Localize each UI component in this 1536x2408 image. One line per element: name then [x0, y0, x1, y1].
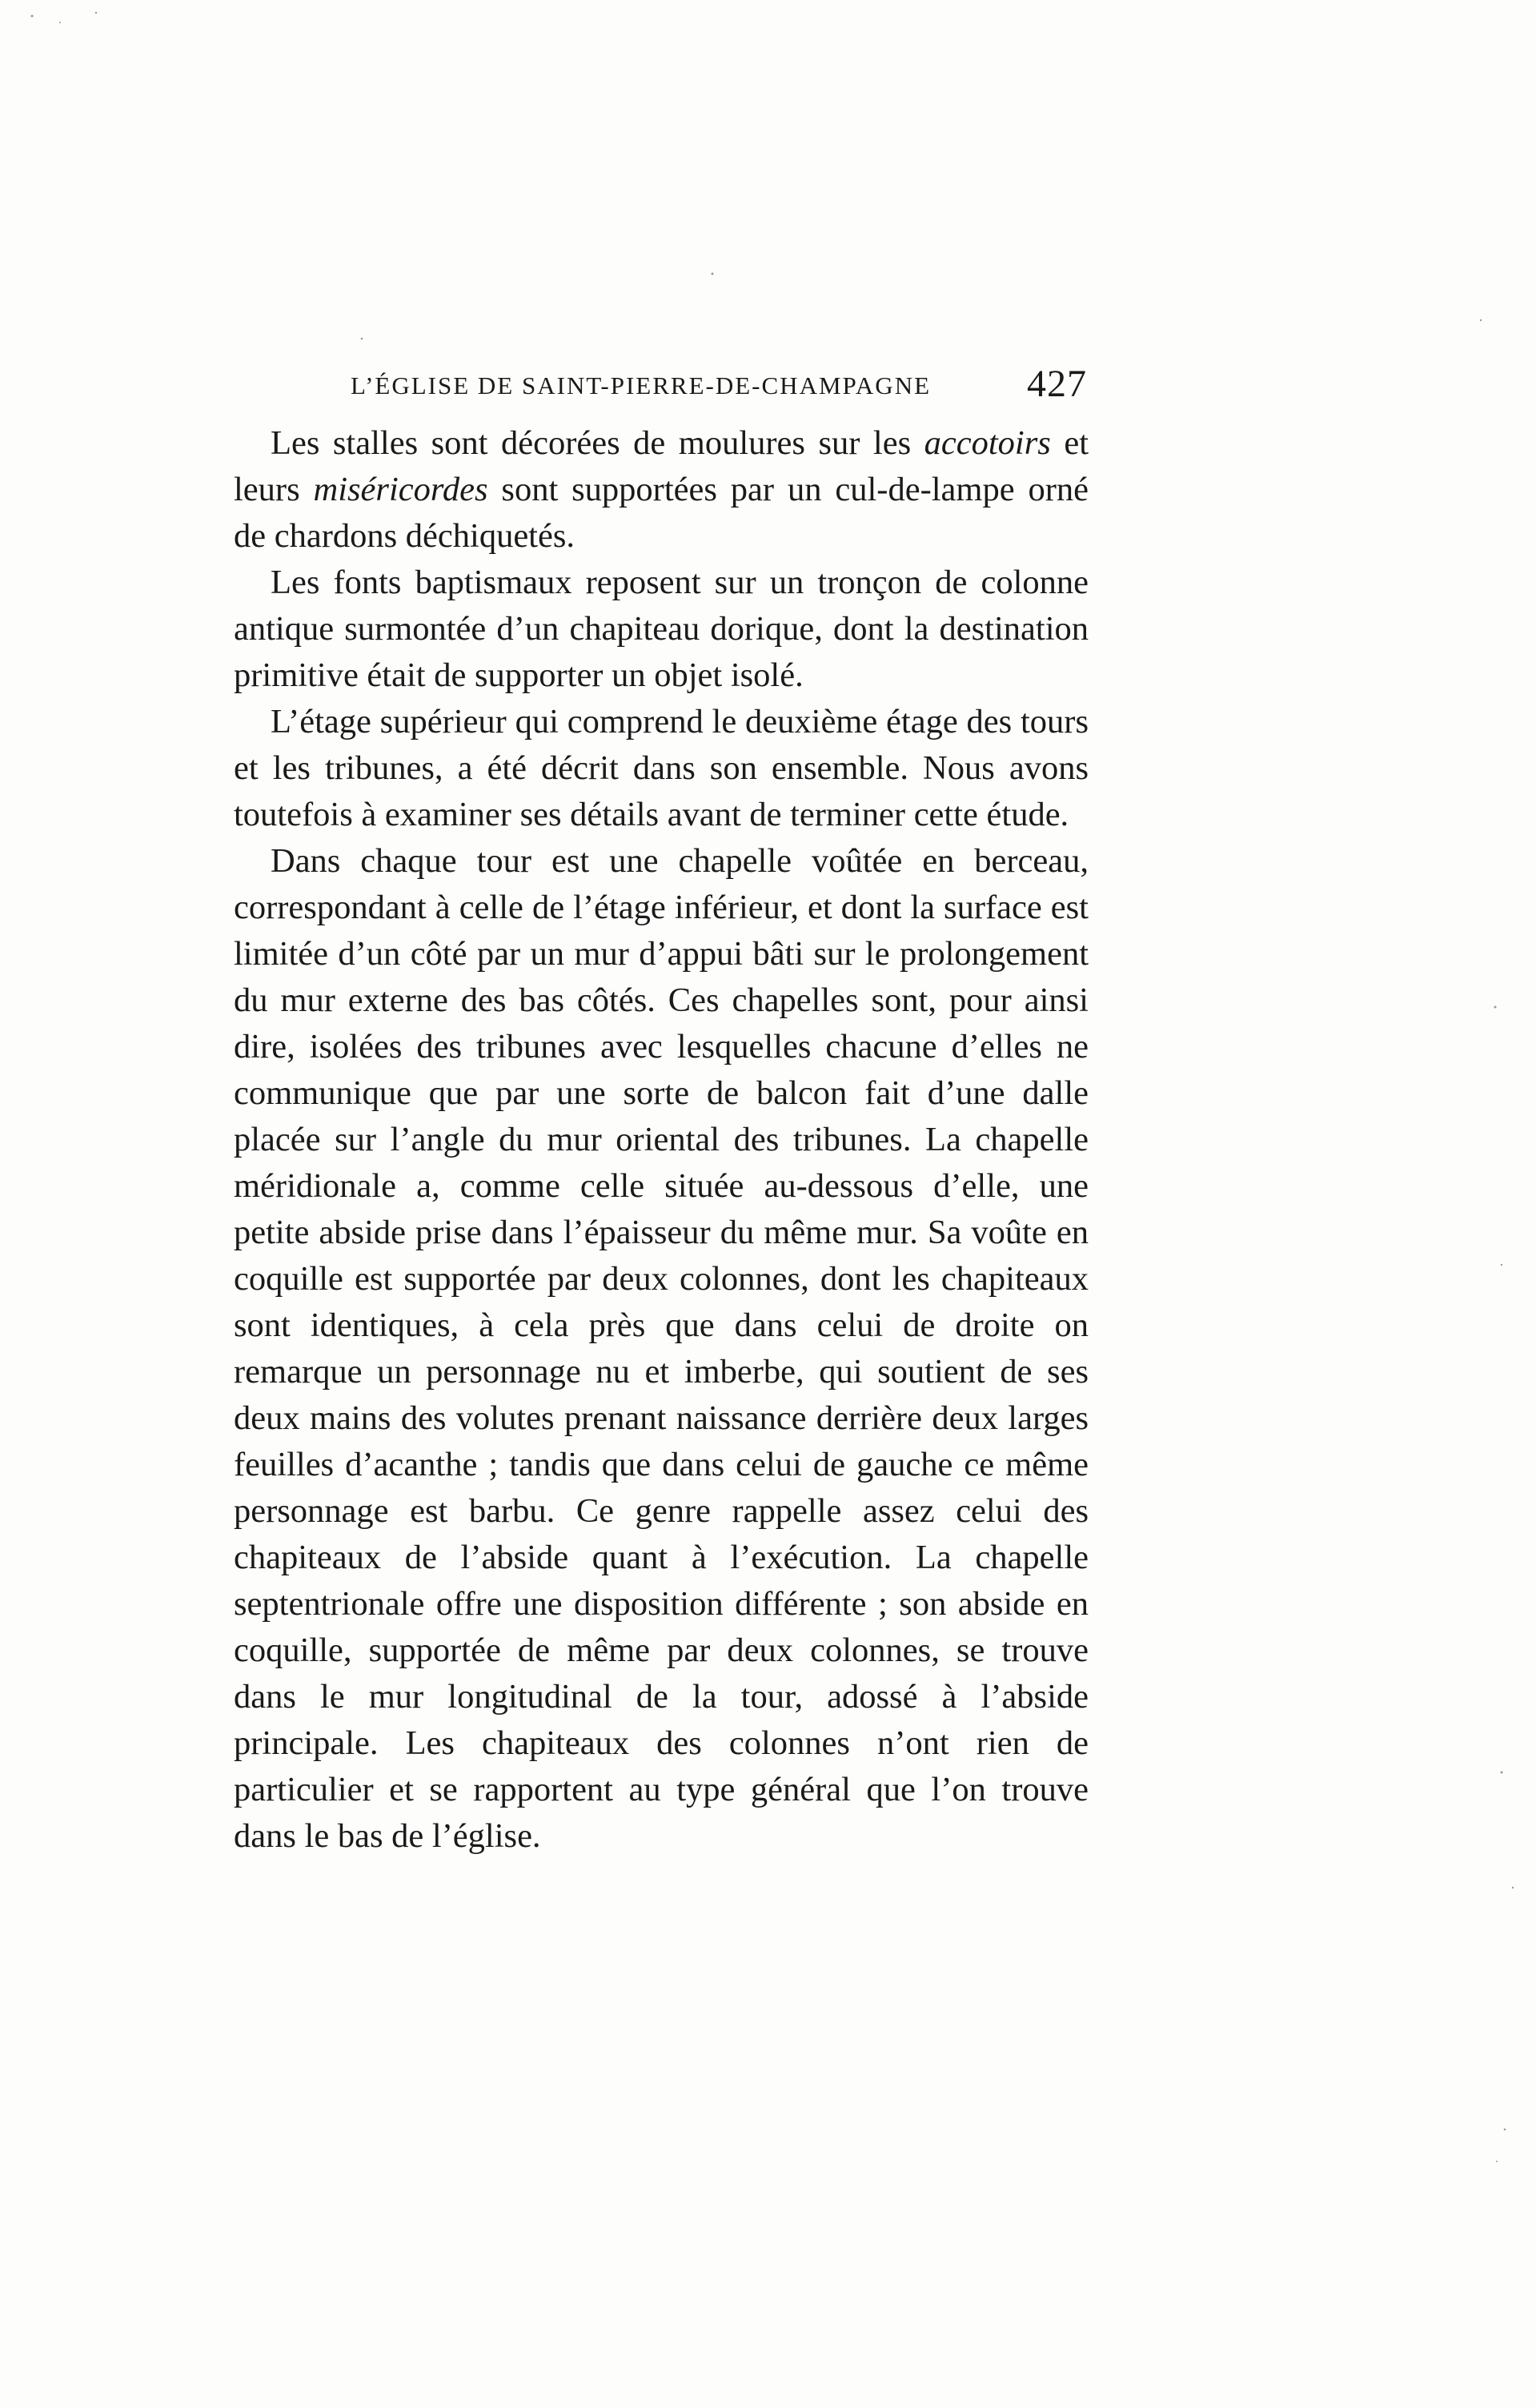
- italic-term: miséricordes: [313, 471, 488, 508]
- running-head: [351, 362, 1087, 410]
- speck: [31, 15, 34, 18]
- speck: [1501, 1264, 1502, 1266]
- paragraph: Dans chaque tour est une chapelle voûtée en berceau, correspondant à celle de l’étage inférieur, et dont la surface est limitée d’un côté par un mur d’appui bâti sur le prolongement du mur externe des bas côtés. Ces chapelles sont, pour ainsi dire, isolées des tribunes avec lesquelles chacune d’elles ne communique que par une sorte de balcon fait d’une dalle placée sur l’angle du mur oriental des tribunes. La chapelle méridionale a, comme celle située au-dessous d’elle, une petite abside prise dans l’épaisseur du même mur. Sa voûte en coquille est supportée par deux colonnes, dont les chapiteaux sont identiques, à cela près que dans celui de droite on remarque un personnage nu et imberbe, qui soutient de ses deux mains des volutes prenant naissance derrière deux larges feuilles d’acanthe ; tandis que dans celui de gauche ce même personnage est barbu. Ce genre rappelle assez celui des chapiteaux de l’abside quant à l’exécution. La chapelle septentrionale offre une disposition différente ; son abside en coquille, supportée de même par deux colonnes, se trouve dans le mur longitudinal de la tour, adossé à l’abside principale. Les chapiteaux des colonnes n’ont rien de particulier et se rapportent au type général que l’on trouve dans le bas de l’église.: [234, 842, 1089, 1855]
- paragraph: [234, 420, 1089, 560]
- page-number: 427: [1027, 363, 1087, 405]
- speck: [361, 338, 363, 340]
- speck: [1512, 1887, 1514, 1888]
- paragraph-text: et leurs: [234, 424, 1089, 508]
- italic-term: accotoirs: [924, 424, 1051, 462]
- speck: [1501, 1772, 1503, 1774]
- speck: [59, 22, 61, 23]
- speck: [95, 12, 97, 14]
- speck: [1496, 2161, 1498, 2162]
- speck: [712, 273, 714, 275]
- paragraph: L’étage supérieur qui comprend le deuxième étage des tours et les tribunes, a été décrit dans son ensemble. Nous avons toutefois à examiner ses détails avant de terminer cette étude.: [234, 703, 1089, 833]
- body-text: [234, 420, 1089, 1860]
- paragraph-text: sont supportées par un cul-de-lampe orné de chardons déchiquetés.: [234, 471, 1089, 555]
- speck: [1504, 2129, 1506, 2131]
- running-title: L’ÉGLISE DE SAINT-PIERRE-DE-CHAMPAGNE: [351, 371, 932, 399]
- speck: [1480, 319, 1482, 321]
- paragraph-text: Les stalles sont décorées de moulures sur les: [271, 424, 924, 462]
- speck: [1494, 1006, 1497, 1009]
- paragraph: Les fonts baptismaux reposent sur un tronçon de colonne antique surmontée d’un chapiteau dorique, dont la destination primitive était de supporter un objet isolé.: [234, 564, 1089, 694]
